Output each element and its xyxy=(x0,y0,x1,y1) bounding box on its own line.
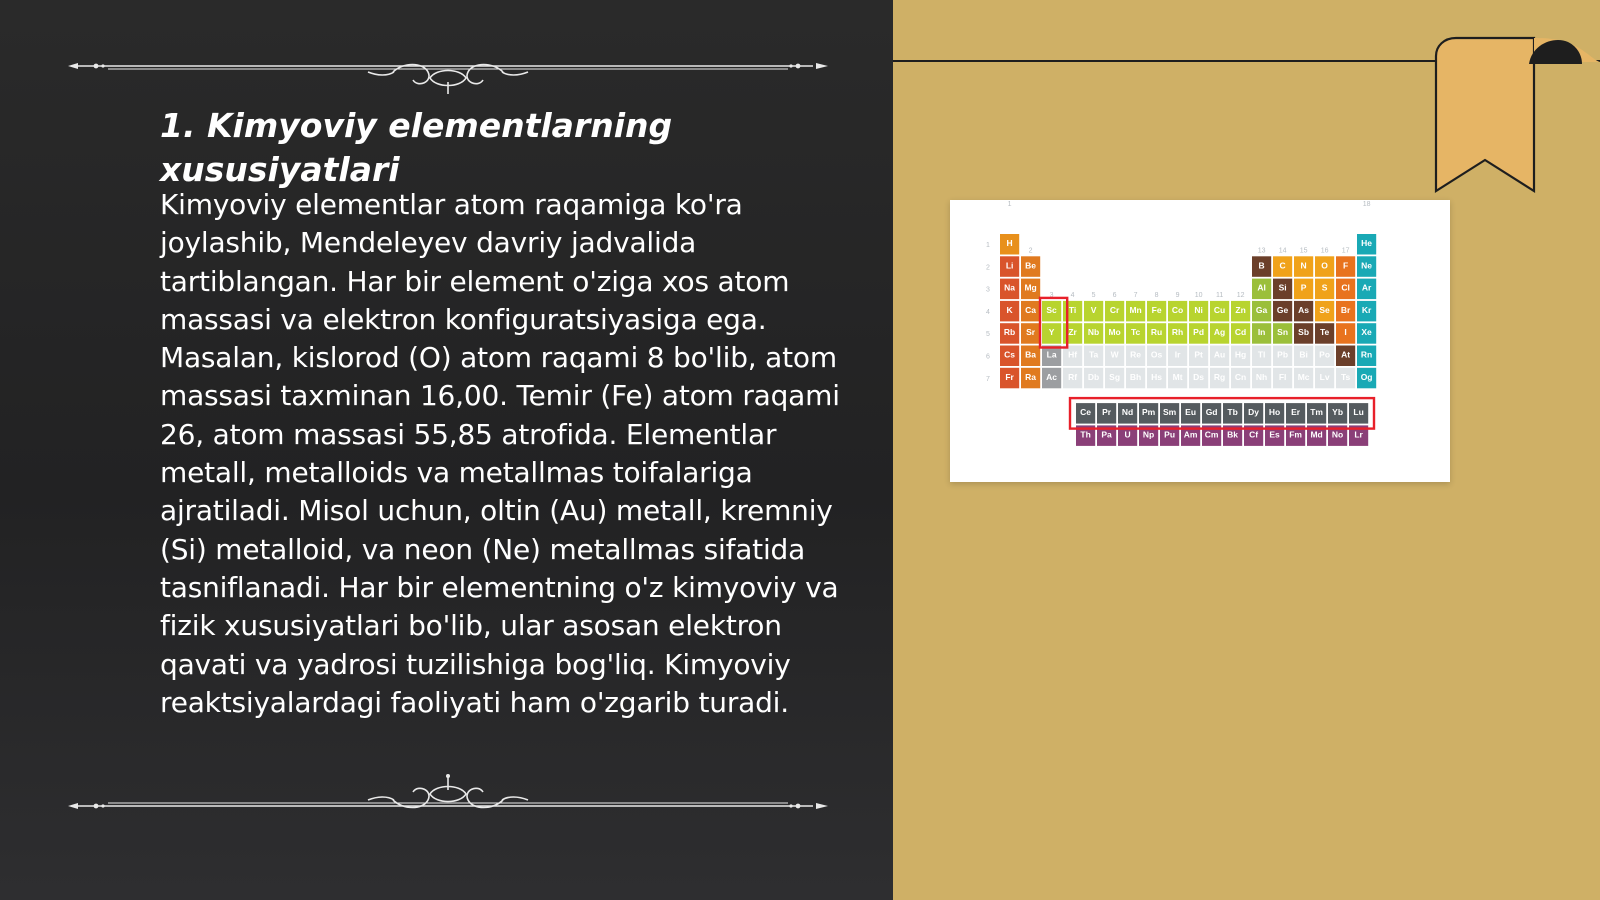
element-symbol: He xyxy=(1361,238,1373,248)
element-cell xyxy=(1273,301,1292,322)
element-cell xyxy=(1273,256,1292,277)
element-symbol: Y xyxy=(1048,327,1055,338)
element-cell xyxy=(1168,368,1187,389)
element-symbol: Ta xyxy=(1088,349,1099,360)
element-symbol: Nh xyxy=(1255,371,1268,382)
element-symbol: Cs xyxy=(1004,349,1016,360)
element-cell xyxy=(1294,323,1313,344)
lanthanide-cell xyxy=(1328,403,1347,424)
period-number: 1 xyxy=(986,242,990,249)
element-cell xyxy=(1294,346,1313,367)
element-symbol: B xyxy=(1258,260,1265,271)
element-cell xyxy=(1084,346,1103,367)
element-cell xyxy=(1315,346,1334,367)
element-symbol: Bk xyxy=(1227,429,1239,440)
element-symbol: Pu xyxy=(1164,429,1176,440)
element-symbol: Dy xyxy=(1248,407,1260,418)
element-symbol: Ir xyxy=(1174,349,1181,360)
element-cell xyxy=(1063,301,1082,322)
element-symbol: Hs xyxy=(1151,371,1163,382)
element-symbol: Md xyxy=(1310,429,1323,440)
element-symbol: La xyxy=(1046,349,1057,360)
element-cell xyxy=(1063,323,1082,344)
element-symbol: Sg xyxy=(1109,371,1121,382)
element-cell xyxy=(1357,301,1376,322)
element-symbol: As xyxy=(1298,304,1310,315)
element-symbol: At xyxy=(1341,349,1351,360)
element-cell xyxy=(1021,323,1040,344)
element-cell xyxy=(1084,323,1103,344)
element-cell xyxy=(1147,301,1166,322)
element-symbol: Tc xyxy=(1130,327,1141,338)
element-symbol: Cu xyxy=(1213,304,1226,315)
element-cell xyxy=(1168,346,1187,367)
element-symbol: Cn xyxy=(1234,371,1247,382)
element-cell xyxy=(1189,368,1208,389)
element-symbol: Bi xyxy=(1299,349,1308,360)
period-number: 5 xyxy=(986,331,990,339)
element-cell xyxy=(1000,301,1019,322)
element-cell xyxy=(1336,323,1355,344)
lanthanide-cell xyxy=(1307,403,1326,424)
element-cell xyxy=(1147,368,1166,389)
element-symbol: Pr xyxy=(1102,407,1112,418)
element-symbol: Kr xyxy=(1361,304,1372,315)
element-symbol: Ce xyxy=(1080,407,1092,418)
element-symbol: Tb xyxy=(1227,407,1238,418)
element-cell xyxy=(1357,346,1376,367)
element-cell xyxy=(1315,256,1334,277)
element-cell xyxy=(1084,301,1103,322)
element-cell xyxy=(1042,323,1061,344)
element-symbol: Pd xyxy=(1193,327,1205,338)
element-symbol: Sm xyxy=(1162,407,1177,418)
element-cell xyxy=(1336,256,1355,277)
element-cell xyxy=(1105,301,1124,322)
element-cell xyxy=(1252,256,1271,277)
element-symbol: Ne xyxy=(1361,260,1373,271)
element-symbol: Sn xyxy=(1277,327,1289,338)
element-cell xyxy=(1231,323,1250,344)
group-number: 2 xyxy=(1028,247,1033,255)
lanthanide-cell xyxy=(1202,403,1221,424)
element-symbol: Ar xyxy=(1361,282,1372,293)
element-symbol: Zn xyxy=(1235,304,1246,315)
group-number: 6 xyxy=(1112,291,1117,299)
element-symbol: Ba xyxy=(1025,349,1037,360)
element-cell xyxy=(1147,346,1166,367)
element-cell xyxy=(1252,279,1271,300)
element-cell xyxy=(1315,368,1334,389)
element-symbol: Na xyxy=(1004,282,1016,293)
element-symbol: Ts xyxy=(1340,371,1351,382)
element-cell xyxy=(1357,323,1376,344)
period-number: 7 xyxy=(986,375,990,383)
element-cell xyxy=(1294,279,1313,300)
element-symbol: Es xyxy=(1269,429,1280,440)
element-cell xyxy=(1273,279,1292,300)
element-symbol: Pm xyxy=(1141,407,1156,418)
element-symbol: Eu xyxy=(1185,407,1197,418)
group-number: 4 xyxy=(1070,291,1075,299)
group-number: 13 xyxy=(1257,247,1266,255)
element-symbol: F xyxy=(1342,260,1349,271)
element-cell xyxy=(1210,323,1229,344)
element-symbol: Os xyxy=(1150,349,1163,360)
element-cell xyxy=(1126,346,1145,367)
element-symbol: Li xyxy=(1005,260,1014,271)
element-symbol: Mg xyxy=(1024,282,1037,293)
element-cell xyxy=(1042,301,1061,322)
element-symbol: Rb xyxy=(1003,327,1016,338)
element-symbol: Ge xyxy=(1276,304,1289,315)
element-symbol: Fr xyxy=(1005,371,1014,382)
lanthanide-cell xyxy=(1223,403,1242,424)
element-symbol: Gd xyxy=(1205,407,1218,418)
element-cell xyxy=(1189,301,1208,322)
element-symbol: Al xyxy=(1257,282,1266,293)
group-number: 3 xyxy=(1049,291,1054,299)
element-symbol: Og xyxy=(1360,371,1373,382)
element-cell xyxy=(1357,234,1376,255)
group-number: 14 xyxy=(1278,247,1287,255)
periodic-table-image xyxy=(950,200,1450,482)
element-symbol: Se xyxy=(1319,304,1330,315)
lanthanide-cell xyxy=(1097,403,1116,424)
group-number: 17 xyxy=(1341,247,1350,255)
element-symbol: Th xyxy=(1080,429,1091,440)
element-cell xyxy=(1273,346,1292,367)
element-symbol: H xyxy=(1006,238,1013,248)
slide-title: 1. Kimyoviy elementlarning xususiyatlari xyxy=(160,106,673,189)
element-cell xyxy=(1231,346,1250,367)
element-cell xyxy=(1231,301,1250,322)
element-symbol: Cf xyxy=(1249,429,1259,440)
element-symbol: Ca xyxy=(1025,304,1037,315)
element-cell xyxy=(1357,279,1376,300)
element-cell xyxy=(1126,368,1145,389)
element-symbol: Rn xyxy=(1360,349,1373,360)
slide-body-text: Kimyoviy elementlar atom raqamiga ko'ra joylashib, Mendeleyev davriy jadvalida tartiblangan. Har bir element o'ziga xos atom massasi va elektron konfiguratsiyasiga ega. Masalan, kislorod (O) atom raqami 8 bo'lib, atom massasi taxminan 16,00. Temir (Fe) atom raqami 26, atom massasi 55,85 atrofida. Elementlar metall, metalloids va metallmas toifalariga ajratiladi. Misol uchun, oltin (Au) metall, kremniy (Si) metalloid, va neon (Ne) metallmas sifatida tasniflanadi. Har bir elementning o'z kimyoviy va fizik xususiyatlari bo'lib, ular asosan elektron qavati va yadrosi tuzilishiga bog'liq. Kimyoviy reaktsiyalardagi faoliyati ham o'zgarib turadi. xyxy=(160,188,840,719)
element-cell xyxy=(1273,368,1292,389)
element-symbol: I xyxy=(1344,327,1347,338)
period-number: 6 xyxy=(986,353,990,361)
element-symbol: Mt xyxy=(1172,371,1183,382)
element-symbol: O xyxy=(1321,260,1328,271)
element-cell xyxy=(1042,368,1061,389)
element-cell xyxy=(1126,301,1145,322)
lanthanide-cell xyxy=(1160,403,1179,424)
element-cell xyxy=(1168,301,1187,322)
element-symbol: Am xyxy=(1183,429,1198,440)
element-symbol: Tm xyxy=(1310,407,1323,418)
element-symbol: Ds xyxy=(1193,371,1205,382)
element-symbol: K xyxy=(1006,304,1013,315)
lanthanide-cell xyxy=(1244,403,1263,424)
element-symbol: Te xyxy=(1319,327,1330,338)
element-symbol: Lv xyxy=(1319,371,1330,382)
element-cell xyxy=(1294,368,1313,389)
element-cell xyxy=(1357,368,1376,389)
element-cell xyxy=(1000,346,1019,367)
element-symbol: Ho xyxy=(1268,407,1281,418)
element-symbol: Fe xyxy=(1151,304,1162,315)
group-number: 18 xyxy=(1362,201,1371,208)
element-symbol: Lu xyxy=(1353,407,1364,418)
period-number: 3 xyxy=(986,286,990,294)
element-cell xyxy=(1315,323,1334,344)
element-cell xyxy=(1105,368,1124,389)
element-cell xyxy=(1252,301,1271,322)
group-number: 16 xyxy=(1320,247,1329,255)
element-symbol: Au xyxy=(1213,349,1226,360)
lanthanide-cell xyxy=(1076,403,1095,424)
element-cell xyxy=(1105,346,1124,367)
group-number: 10 xyxy=(1194,291,1203,299)
element-symbol: Yb xyxy=(1332,407,1344,418)
element-symbol: Zr xyxy=(1068,327,1077,338)
element-symbol: Nd xyxy=(1121,407,1134,418)
periodic-table-graphic xyxy=(950,200,1450,482)
element-symbol: Ti xyxy=(1068,304,1077,315)
element-cell xyxy=(1021,279,1040,300)
element-symbol: Co xyxy=(1171,304,1184,315)
element-symbol: Po xyxy=(1319,349,1331,360)
element-symbol: Tl xyxy=(1257,349,1266,360)
element-cell xyxy=(1336,346,1355,367)
group-number: 7 xyxy=(1133,291,1138,299)
element-cell xyxy=(1210,368,1229,389)
element-symbol: S xyxy=(1321,282,1328,293)
element-cell xyxy=(1294,301,1313,322)
element-symbol: Re xyxy=(1130,349,1142,360)
element-symbol: Sc xyxy=(1046,304,1057,315)
element-symbol: Mn xyxy=(1129,304,1142,315)
element-cell xyxy=(1315,279,1334,300)
lanthanide-cell xyxy=(1139,403,1158,424)
element-symbol: Rf xyxy=(1068,371,1078,382)
element-symbol: Fl xyxy=(1278,371,1287,382)
element-cell xyxy=(1021,301,1040,322)
element-cell xyxy=(1000,323,1019,344)
element-cell xyxy=(1336,279,1355,300)
element-cell xyxy=(1315,301,1334,322)
element-symbol: Ru xyxy=(1150,327,1163,338)
element-cell xyxy=(1252,368,1271,389)
element-cell xyxy=(1021,256,1040,277)
element-cell xyxy=(1189,323,1208,344)
element-cell xyxy=(1105,323,1124,344)
element-cell xyxy=(1210,346,1229,367)
element-symbol: N xyxy=(1300,260,1307,271)
element-symbol: Sb xyxy=(1298,327,1310,338)
element-cell xyxy=(1021,346,1040,367)
element-cell xyxy=(1252,323,1271,344)
group-number: 8 xyxy=(1154,291,1159,299)
bookmark-ribbon-icon xyxy=(1434,36,1600,202)
element-symbol: Pb xyxy=(1277,349,1289,360)
period-number: 2 xyxy=(986,264,990,272)
lanthanide-cell xyxy=(1181,403,1200,424)
element-symbol: Sr xyxy=(1026,327,1036,338)
element-symbol: Ra xyxy=(1025,371,1037,382)
element-symbol: Hg xyxy=(1234,349,1247,360)
group-number: 11 xyxy=(1215,291,1224,299)
element-symbol: V xyxy=(1090,304,1097,315)
element-symbol: Si xyxy=(1278,282,1287,293)
top-flourish-ornament xyxy=(68,48,828,98)
bottom-flourish-ornament xyxy=(68,772,828,822)
element-cell xyxy=(1000,368,1019,389)
element-cell xyxy=(1231,368,1250,389)
element-symbol: C xyxy=(1279,260,1286,271)
element-cell xyxy=(1210,301,1229,322)
element-symbol: Ga xyxy=(1255,304,1268,315)
element-cell xyxy=(1021,368,1040,389)
group-number: 12 xyxy=(1236,291,1245,299)
element-cell xyxy=(1084,368,1103,389)
lanthanide-cell xyxy=(1118,403,1137,424)
element-symbol: Br xyxy=(1340,304,1351,315)
element-symbol: Ag xyxy=(1213,327,1226,338)
element-symbol: Nb xyxy=(1087,327,1100,338)
group-number: 15 xyxy=(1299,247,1308,255)
lanthanide-cell xyxy=(1286,403,1305,424)
element-symbol: Mo xyxy=(1108,327,1121,338)
element-symbol: Db xyxy=(1087,371,1100,382)
group-number: 5 xyxy=(1091,291,1096,299)
element-symbol: Rg xyxy=(1213,371,1226,382)
element-cell xyxy=(1147,323,1166,344)
element-cell xyxy=(1336,368,1355,389)
element-symbol: Pt xyxy=(1194,349,1203,360)
element-cell xyxy=(1000,279,1019,300)
element-cell xyxy=(1168,323,1187,344)
element-cell xyxy=(1252,346,1271,367)
element-cell xyxy=(1336,301,1355,322)
period-number: 4 xyxy=(986,308,990,316)
element-cell xyxy=(1126,323,1145,344)
element-cell xyxy=(1189,346,1208,367)
element-symbol: Cl xyxy=(1341,282,1350,293)
element-symbol: W xyxy=(1110,349,1119,360)
element-symbol: Er xyxy=(1291,407,1301,418)
element-symbol: Be xyxy=(1025,260,1037,271)
element-symbol: In xyxy=(1257,327,1266,338)
element-cell xyxy=(1063,368,1082,389)
group-number: 1 xyxy=(1007,201,1012,208)
element-symbol: Mc xyxy=(1297,371,1310,382)
element-symbol: P xyxy=(1300,282,1307,293)
element-symbol: Rh xyxy=(1171,327,1184,338)
element-symbol: Pa xyxy=(1101,429,1112,440)
element-cell xyxy=(1000,256,1019,277)
element-symbol: Ni xyxy=(1194,304,1203,315)
element-symbol: Xe xyxy=(1361,327,1372,338)
element-symbol: Hf xyxy=(1068,349,1078,360)
element-symbol: Cm xyxy=(1204,429,1219,440)
group-number: 9 xyxy=(1175,291,1180,299)
element-cell xyxy=(1357,256,1376,277)
element-symbol: U xyxy=(1124,429,1131,440)
lanthanide-cell xyxy=(1265,403,1284,424)
element-symbol: Cr xyxy=(1109,304,1120,315)
element-symbol: Fm xyxy=(1289,429,1302,440)
element-symbol: No xyxy=(1331,429,1344,440)
lanthanide-cell xyxy=(1349,403,1368,424)
element-cell xyxy=(1000,234,1019,255)
element-cell xyxy=(1273,323,1292,344)
element-cell xyxy=(1294,256,1313,277)
element-symbol: Cd xyxy=(1234,327,1247,338)
element-symbol: Bh xyxy=(1129,371,1142,382)
element-symbol: Lr xyxy=(1354,429,1363,440)
element-symbol: Np xyxy=(1142,429,1155,440)
element-symbol: Ac xyxy=(1046,371,1058,382)
